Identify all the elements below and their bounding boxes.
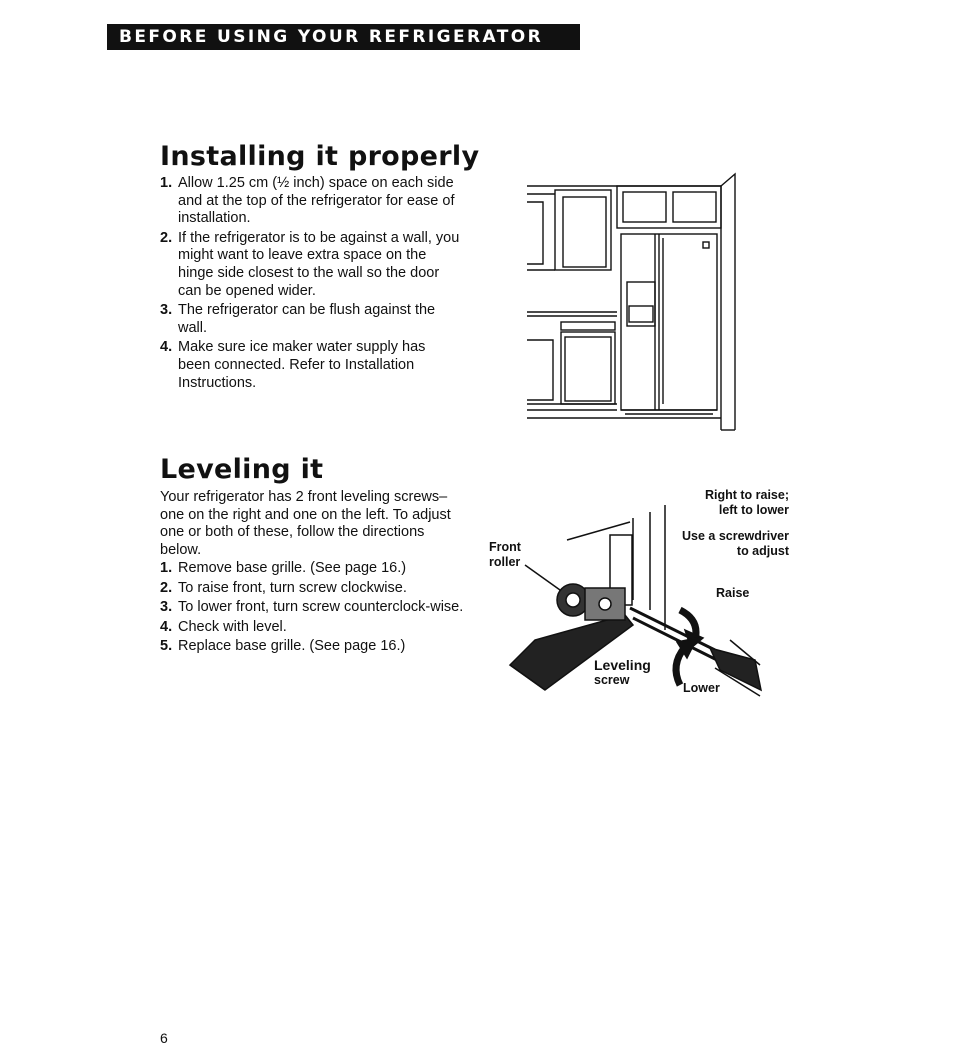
step-text: Check with level. [178, 618, 287, 635]
label-line: to adjust [736, 544, 789, 558]
step-number: 2. [160, 579, 173, 596]
step-text: If the refrigerator is to be against a wall, you might want to leave extra space on the hinge side closest to the wall so the door can be opened wider. [178, 229, 460, 299]
section-banner: BEFORE USING YOUR REFRIGERATOR [107, 24, 580, 50]
page-number: 6 [160, 1030, 168, 1046]
step-text: The refrigerator can be flush against the wall. [178, 302, 436, 336]
list-item [160, 175, 460, 228]
step-text: Replace base grille. (See page 16.) [178, 638, 406, 655]
step-text: To lower front, turn screw counterclock-wise. [178, 599, 464, 616]
installing-heading: Installing it properly [160, 141, 480, 172]
label-line: screw [594, 673, 630, 687]
list-item [160, 580, 465, 598]
label-line: left to lower [718, 503, 789, 517]
leveling-screw-label [594, 658, 651, 688]
list-item [160, 638, 465, 656]
list-item [160, 619, 465, 637]
leveling-heading: Leveling it [160, 454, 324, 485]
leveling-intro: Your refrigerator has 2 front leveling screws–one on the right and one on the left. To adjust one or both of these, follow the directions below. [160, 489, 451, 558]
list-item [160, 230, 460, 300]
step-number: 3. [160, 302, 173, 319]
step-number: 1. [160, 175, 173, 191]
list-item [160, 599, 465, 617]
leveling-steps [160, 560, 465, 658]
step-number: 4. [160, 618, 173, 635]
front-roller-label [489, 540, 521, 570]
step-text: Make sure ice maker water supply has been connected. Refer to Installation Instructions. [178, 339, 426, 391]
right-to-raise-label [705, 488, 789, 518]
refrigerator-installation-illustration [525, 172, 745, 434]
label-line: Front [489, 540, 521, 554]
label-line: roller [489, 555, 521, 569]
installing-steps [160, 175, 460, 394]
step-text: Remove base grille. (See page 16.) [178, 560, 407, 576]
step-text: Allow 1.25 cm (½ inch) space on each side and at the top of the refrigerator for ease of installation. [178, 175, 455, 227]
step-number: 4. [160, 339, 173, 356]
raise-label: Raise [716, 586, 750, 600]
step-number: 5. [160, 638, 173, 655]
step-number: 3. [160, 599, 173, 616]
step-text: To raise front, turn screw clockwise. [178, 579, 407, 596]
lower-label: Lower [683, 681, 720, 695]
label-line: Leveling [594, 657, 651, 673]
step-number: 1. [160, 560, 173, 576]
list-item [160, 302, 460, 337]
use-screwdriver-label [682, 529, 789, 559]
label-line: Use a screwdriver [681, 529, 789, 543]
list-item [160, 339, 460, 392]
list-item [160, 560, 465, 578]
label-line: Right to raise; [704, 488, 789, 502]
step-number: 2. [160, 229, 173, 246]
